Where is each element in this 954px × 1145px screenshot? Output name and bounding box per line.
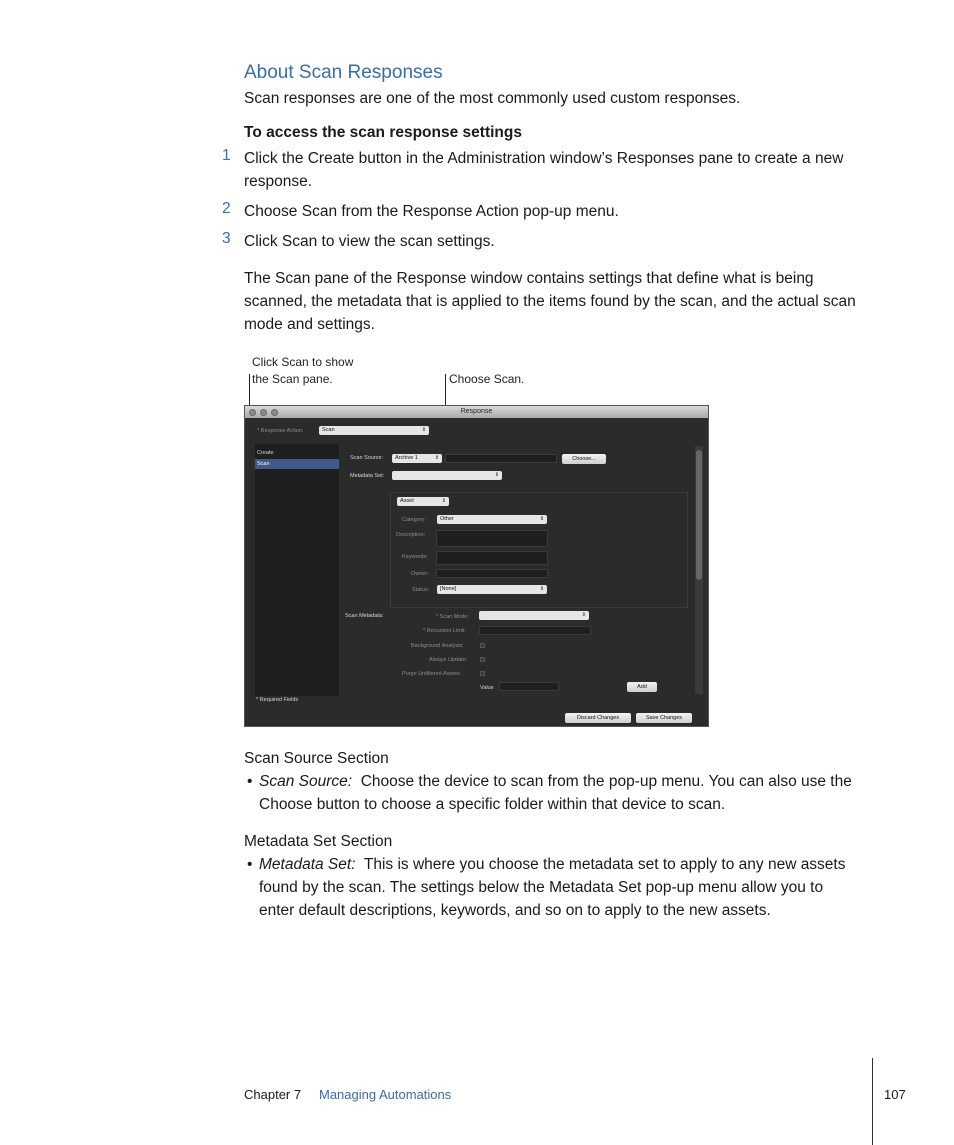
callout-scan-line-2: the Scan pane. (252, 372, 333, 386)
section-heading-scan-source: Scan Source Section (244, 750, 389, 767)
response-action-label: * Response Action: (257, 428, 304, 434)
keywords-field[interactable] (436, 551, 548, 565)
chevron-updown-icon: ⇕ (434, 455, 439, 461)
description-label: Description: (396, 532, 426, 538)
step-3-text: Click Scan to view the scan settings. (244, 233, 495, 250)
add-button[interactable]: Add (627, 682, 657, 692)
term-scan-source: Scan Source: (259, 773, 353, 790)
window-titlebar (245, 406, 708, 418)
chevron-updown-icon: ⇕ (581, 612, 586, 618)
status-value: [None] (440, 586, 457, 592)
term-metadata-set: Metadata Set: (259, 856, 356, 873)
chevron-updown-icon: ⇕ (421, 427, 426, 433)
scan-source-label: Scan Source: (350, 455, 384, 461)
scan-source-bullet-line-1 (259, 770, 852, 793)
window-title: Response (460, 408, 493, 415)
chevron-updown-icon: ⇕ (494, 472, 499, 478)
always-update-checkbox[interactable] (480, 657, 485, 662)
intro-text: Scan responses are one of the most commonly used custom responses. (244, 90, 741, 107)
chevron-updown-icon: ⇕ (539, 586, 544, 592)
owner-field[interactable] (436, 569, 548, 578)
footer-chapter-title: Managing Automations (319, 1087, 452, 1102)
scan-metadata-label: Scan Metadata: (345, 613, 384, 619)
owner-label: Owner: (411, 571, 429, 577)
metadata-set-desc-1: This is where you choose the metadata set to apply to any new assets (363, 856, 846, 873)
purge-unfiltered-label: Purge Unfiltered Assets: (402, 671, 462, 677)
status-popup[interactable] (437, 585, 547, 594)
chevron-updown-icon: ⇕ (441, 498, 446, 504)
metadata-set-label: Metadata Set: (350, 473, 385, 479)
category-label: Category: (402, 517, 426, 523)
callout-scan-line-1: Click Scan to show (252, 355, 354, 369)
purge-unfiltered-checkbox[interactable] (480, 671, 485, 676)
section-heading-metadata-set: Metadata Set Section (244, 833, 393, 850)
metadata-set-bullet-line-3: enter default descriptions, keywords, and so on to apply to the new assets. (259, 902, 771, 919)
required-fields-note: * Required Fields (256, 697, 299, 703)
background-analysis-checkbox[interactable] (480, 643, 485, 648)
bullet-icon: • (247, 773, 253, 790)
background-analysis-label: Background Analysis: (411, 643, 464, 649)
always-update-label: Always Update: (429, 657, 468, 663)
response-action-popup[interactable] (319, 426, 429, 435)
scan-source-path-field[interactable] (445, 454, 557, 463)
sidebar (255, 444, 339, 696)
asset-popup[interactable] (397, 497, 449, 506)
value-label: Value (480, 685, 494, 691)
response-action-value: Scan (322, 427, 335, 433)
sidebar-item-scan[interactable]: Scan (255, 459, 339, 469)
scan-mode-label: * Scan Mode: (436, 614, 470, 620)
body-paragraph-line-2: scanned, the metadata that is applied to the items found by the scan, and the actual scan (244, 293, 856, 310)
status-label: Status: (412, 587, 430, 593)
step-1-line-1: Click the Create button in the Administration window’s Responses pane to create a new (244, 150, 844, 167)
task-heading: To access the scan response settings (244, 124, 522, 141)
metadata-set-bullet-line-2: found by the scan. The settings below the Metadata Set pop-up menu allow you to (259, 879, 824, 896)
choose-button[interactable]: Choose... (562, 454, 606, 464)
metadata-set-popup[interactable] (392, 471, 502, 480)
bullet-icon: • (247, 856, 253, 873)
scan-source-value: Archive 1 (395, 455, 418, 461)
recursion-limit-label: * Recursion Limit: (423, 628, 467, 634)
step-2-text: Choose Scan from the Response Action pop-up menu. (244, 203, 619, 220)
scan-source-popup[interactable] (392, 454, 442, 463)
page-number: 107 (884, 1087, 906, 1102)
description-field[interactable] (436, 530, 548, 547)
metadata-set-bullet-line-1 (259, 853, 846, 876)
chevron-updown-icon: ⇕ (539, 516, 544, 522)
body-paragraph-line-3: mode and settings. (244, 316, 375, 333)
scan-mode-popup[interactable] (479, 611, 589, 620)
discard-changes-button[interactable]: Discard Changes (565, 713, 631, 723)
sidebar-item-create[interactable]: Create (257, 450, 274, 456)
callout-choose-scan: Choose Scan. (449, 372, 525, 386)
page-title: About Scan Responses (244, 62, 443, 83)
scrollbar-thumb[interactable] (696, 450, 702, 580)
recursion-limit-field[interactable] (479, 626, 591, 635)
response-window-screenshot (244, 405, 709, 727)
step-number: 1 (222, 147, 231, 164)
body-paragraph-line-1: The Scan pane of the Response window contains settings that define what is being (244, 270, 814, 287)
category-popup[interactable] (437, 515, 547, 524)
scan-source-bullet-line-2: Choose button to choose a specific folder within that device to scan. (259, 796, 726, 813)
footer-divider (872, 1058, 873, 1145)
keywords-label: Keywords: (402, 554, 428, 560)
step-1-line-2: response. (244, 173, 313, 190)
scan-source-desc-1: Choose the device to scan from the pop-up menu. You can also use the (360, 773, 852, 790)
footer-chapter: Chapter 7 (244, 1087, 302, 1102)
value-field[interactable] (499, 682, 559, 691)
step-number: 3 (222, 230, 231, 247)
category-value: Other (440, 516, 454, 522)
step-number: 2 (222, 200, 231, 217)
asset-value: Asset (400, 498, 414, 504)
save-changes-button[interactable]: Save Changes (636, 713, 692, 723)
